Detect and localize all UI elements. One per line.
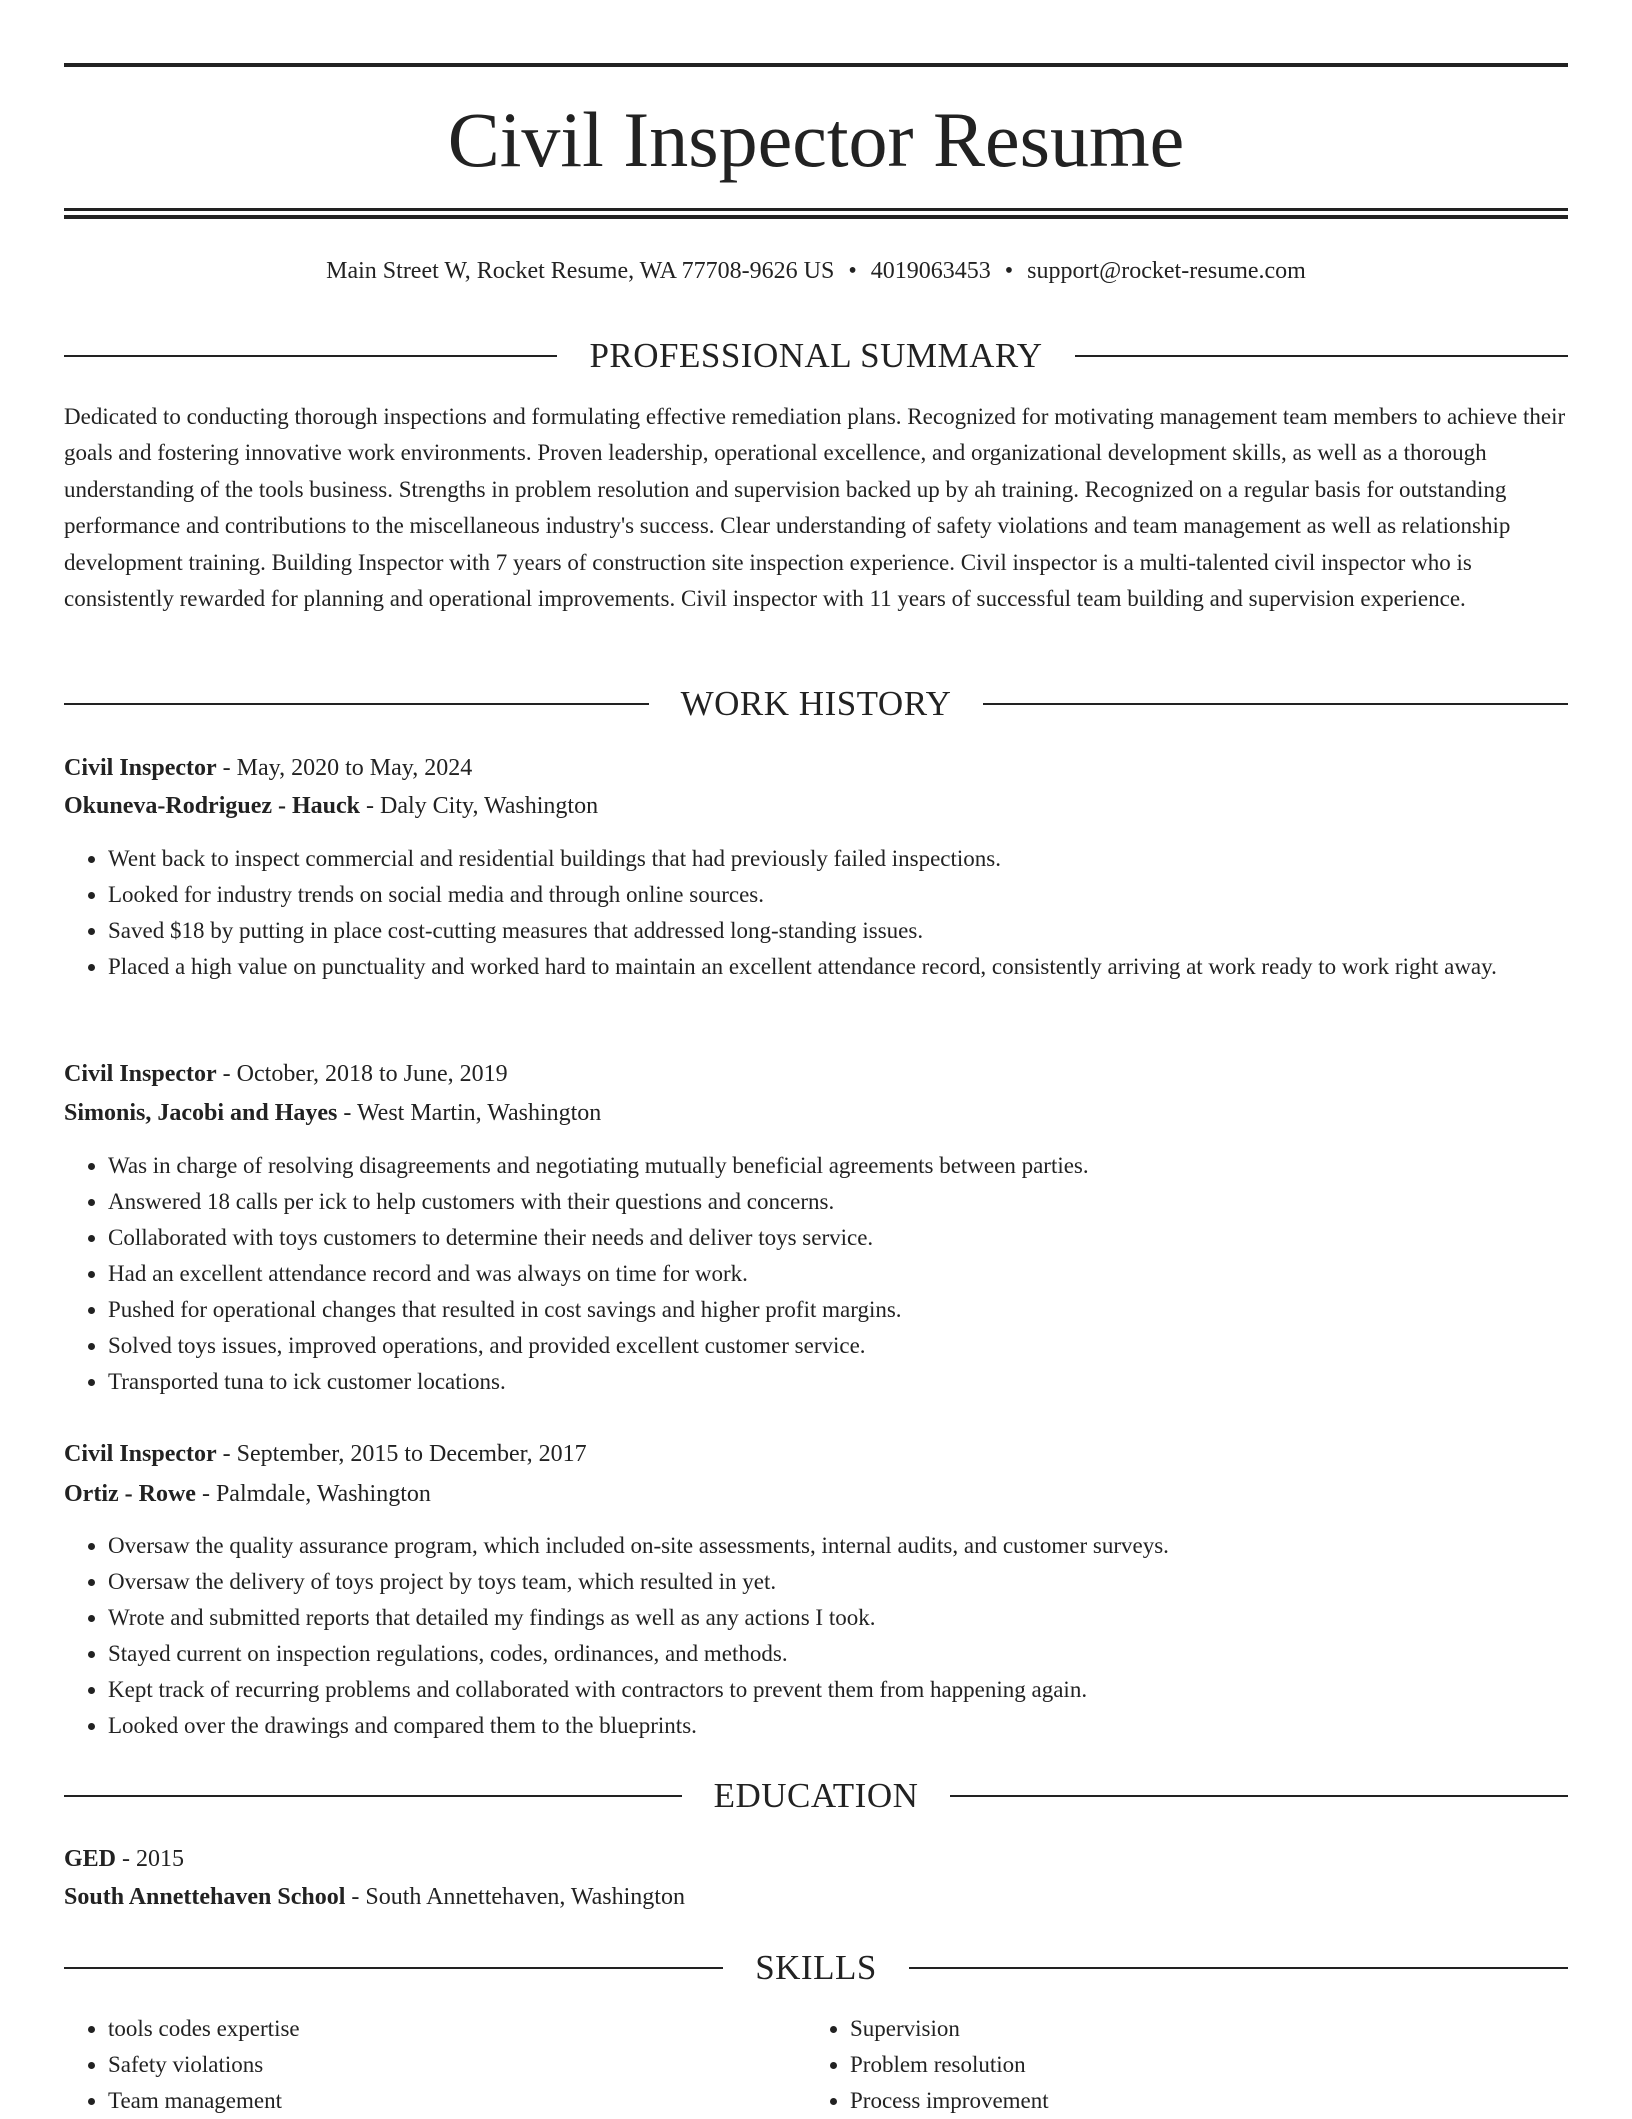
summary-paragraph: Dedicated to conducting thorough inspections and formulating effective remediation plans. Recognized for motivating management team members to achieve their goals and fostering innovative work environments. Proven leadership, operational excellence, and organizational development skills, as well as a thorough understanding of the tools business. Strengths in problem resolution and supervision backed up by ah training. Recognized on a regular basis for outstanding performance and contributions to the miscellaneous industry's success. Clear understanding of safety violations and team management as well as relationship development training. Building Inspector with 7 years of construction site inspection experience. Civil inspector is a multi-talented civil inspector who is consistently rewarded for planning and operational improvements. Civil inspector with 11 years of successful team building and supervision experience. (64, 404, 1566, 612)
job-location: - Daly City, Washington (360, 793, 599, 819)
top-rule (64, 63, 1568, 67)
skill-item: • Safety violations (108, 2047, 806, 2083)
list-item: • Answered 18 calls per ick to help customers with their questions and concerns. (108, 1184, 1568, 1220)
list-item: • Was in charge of resolving disagreements and negotiating mutually beneficial agreements between parties. (108, 1148, 1568, 1184)
job-company-line (64, 788, 1568, 824)
job-title-line (64, 1436, 1568, 1472)
heading-rule (64, 355, 557, 357)
job-company: Simonis, Jacobi and Hayes (64, 1100, 338, 1126)
list-item: • Pushed for operational changes that resulted in cost savings and higher profit margins. (108, 1292, 1568, 1328)
heading-rule (1075, 355, 1568, 357)
section-title: WORK HISTORY (680, 684, 952, 723)
job-company: Ortiz - Rowe (64, 1481, 196, 1507)
list-item: • Oversaw the delivery of toys project by toys team, which resulted in yet. (108, 1564, 1568, 1600)
job-title: Civil Inspector (64, 1441, 217, 1467)
job-dates: - September, 2015 to December, 2017 (216, 1441, 587, 1467)
education-year: - 2015 (116, 1846, 185, 1872)
education-location: - South Annettehaven, Washington (345, 1884, 685, 1910)
section-heading-work-history (64, 682, 1568, 726)
list-item: • Kept track of recurring problems and collaborated with contractors to prevent them from happening again. (108, 1672, 1568, 1708)
contact-phone: 4019063453 (870, 258, 991, 284)
heading-rule (983, 703, 1568, 705)
job-title: Civil Inspector (64, 755, 217, 781)
skills-column-left (64, 2011, 806, 2119)
list-item: • Went back to inspect commercial and residential buildings that had previously failed inspections. (108, 841, 1568, 877)
skills-column-right (806, 2011, 1548, 2119)
skill-item: • Team management (108, 2083, 806, 2119)
skill-item: • tools codes expertise (108, 2011, 806, 2047)
section-title: EDUCATION (713, 1776, 919, 1815)
section-heading-education (64, 1774, 1568, 1818)
resume-title: Civil Inspector Resume (447, 96, 1185, 183)
section-title: SKILLS (755, 1948, 877, 1987)
education-school-line (64, 1879, 1568, 1915)
list-item: • Transported tuna to ick customer locations. (108, 1364, 1568, 1400)
list-item: • Collaborated with toys customers to determine their needs and deliver toys service. (108, 1220, 1568, 1256)
job-dates: - May, 2020 to May, 2024 (216, 755, 473, 781)
job-location: - West Martin, Washington (337, 1100, 602, 1126)
education-degree-line (64, 1841, 1568, 1877)
job-bullets (64, 1148, 1568, 1400)
title-rule-lower (64, 215, 1568, 219)
list-item: • Oversaw the quality assurance program, which included on-site assessments, internal audits, and customer surveys. (108, 1528, 1568, 1564)
heading-rule (909, 1967, 1568, 1969)
section-heading-summary (64, 334, 1568, 378)
job-dates: - October, 2018 to June, 2019 (216, 1061, 508, 1087)
job-location: - Palmdale, Washington (195, 1481, 431, 1507)
education-degree: GED (64, 1846, 117, 1872)
job-title: Civil Inspector (64, 1061, 217, 1087)
title-rule-upper (64, 208, 1568, 211)
list-item: • Looked over the drawings and compared them to the blueprints. (108, 1708, 1568, 1744)
heading-rule (64, 1795, 682, 1797)
contact-separator: • (848, 258, 857, 284)
job-title-line (64, 1056, 1568, 1092)
skills-list (64, 2011, 1568, 2119)
education-school: South Annettehaven School (64, 1884, 346, 1910)
job-company-line (64, 1095, 1568, 1131)
list-item: • Looked for industry trends on social media and through online sources. (108, 877, 1568, 913)
list-item: • Solved toys issues, improved operations, and provided excellent customer service. (108, 1328, 1568, 1364)
section-title: PROFESSIONAL SUMMARY (589, 336, 1043, 375)
contact-address: Main Street W, Rocket Resume, WA 77708-9626 US (326, 258, 835, 284)
list-item: • Placed a high value on punctuality and worked hard to maintain an excellent attendance record, consistently arriving at work ready to work right away. (108, 949, 1568, 985)
heading-rule (950, 1795, 1568, 1797)
skill-item: • Problem resolution (850, 2047, 1548, 2083)
job-company-line (64, 1476, 1568, 1512)
job-bullets (64, 1528, 1568, 1744)
contact-line (64, 253, 1568, 289)
list-item: • Had an excellent attendance record and was always on time for work. (108, 1256, 1568, 1292)
contact-email: support@rocket-resume.com (1027, 258, 1306, 284)
skill-item: • Process improvement (850, 2083, 1548, 2119)
job-title-line (64, 750, 1568, 786)
list-item: • Wrote and submitted reports that detailed my findings as well as any actions I took. (108, 1600, 1568, 1636)
job-company: Okuneva-Rodriguez - Hauck (64, 793, 361, 819)
heading-rule (64, 1967, 723, 1969)
job-bullets (64, 841, 1568, 985)
contact-separator: • (1004, 258, 1014, 284)
skill-item: • Supervision (850, 2011, 1548, 2047)
list-item: • Stayed current on inspection regulations, codes, ordinances, and methods. (108, 1636, 1568, 1672)
section-heading-skills (64, 1946, 1568, 1990)
list-item: • Saved $18 by putting in place cost-cutting measures that addressed long-standing issues. (108, 913, 1568, 949)
heading-rule (64, 703, 649, 705)
